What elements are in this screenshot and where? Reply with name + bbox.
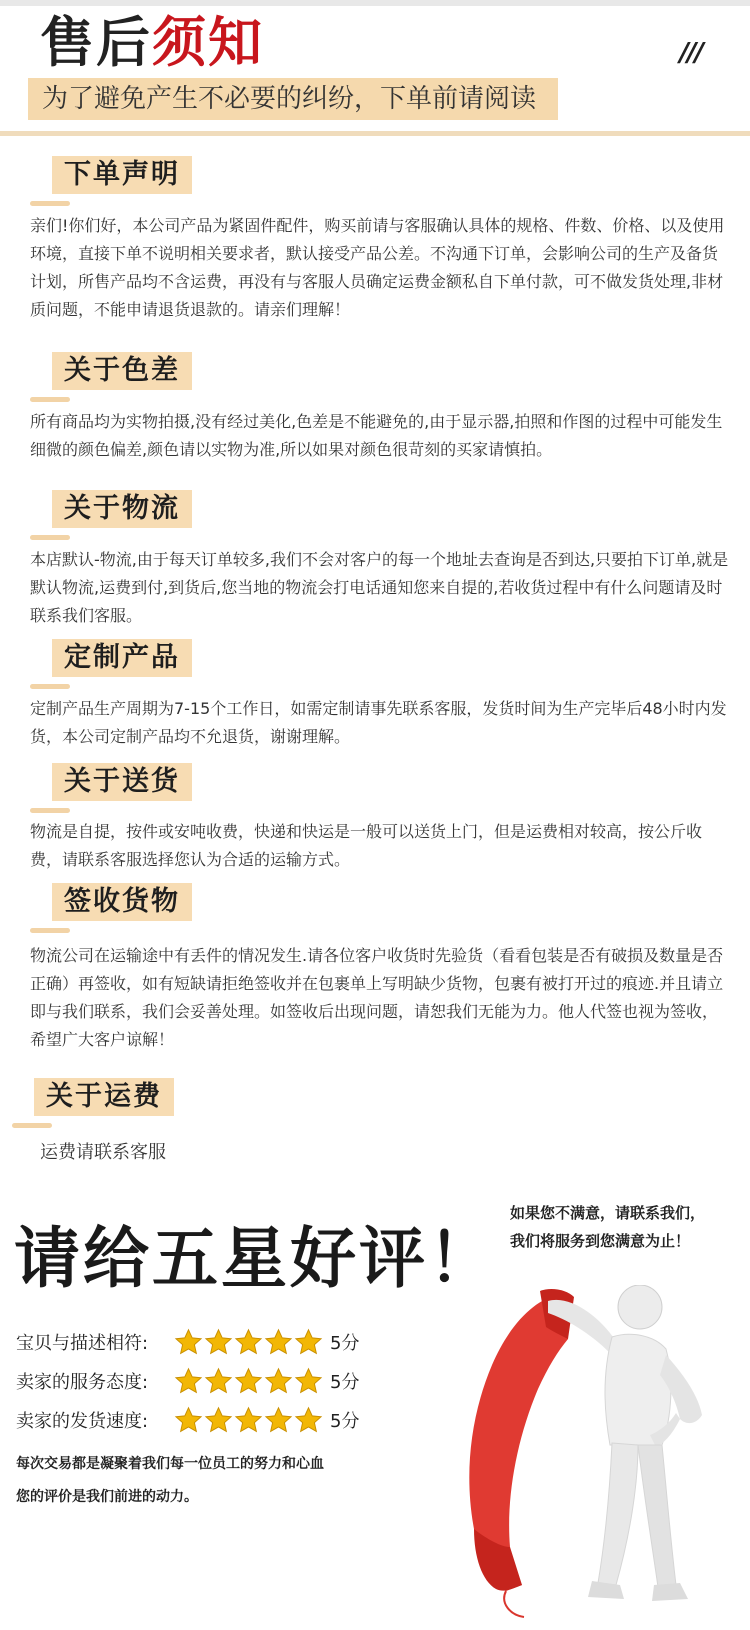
rating-row	[16, 1403, 359, 1437]
rating-label: 卖家的发货速度:	[16, 1411, 149, 1432]
section-title-logistics: 关于物流	[52, 490, 192, 528]
star-icon	[234, 1328, 263, 1357]
3d-figure-with-phone-icon	[440, 1285, 740, 1625]
section-title-receiving-goods: 签收货物	[52, 883, 192, 921]
rating-score: 5分	[330, 1411, 360, 1432]
rating-score: 5分	[330, 1333, 360, 1354]
footer-note-line2: 您的评价是我们前进的动力。	[16, 1489, 198, 1505]
slashes-decoration: ///	[679, 38, 702, 68]
star-group	[174, 1406, 324, 1435]
section-title-order-statement: 下单声明	[52, 156, 192, 194]
section-title-color-difference: 关于色差	[52, 352, 192, 390]
rating-row	[16, 1364, 359, 1398]
five-star-headline: 请给五星好评！	[14, 1219, 497, 1297]
star-icon	[204, 1367, 233, 1396]
top-strip	[0, 0, 750, 6]
header-divider	[0, 131, 750, 136]
cta-note-line1: 如果您不满意，请联系我们，	[510, 1204, 706, 1222]
rating-label: 宝贝与描述相符:	[16, 1333, 149, 1354]
star-icon	[264, 1328, 293, 1357]
star-icon	[234, 1406, 263, 1435]
star-icon	[204, 1406, 233, 1435]
page-title-black: 售后	[40, 11, 152, 74]
star-icon	[294, 1367, 323, 1396]
page-title-red: 须知	[152, 11, 264, 74]
star-icon	[174, 1328, 203, 1357]
star-icon	[234, 1367, 263, 1396]
star-icon	[174, 1406, 203, 1435]
rating-row	[16, 1325, 359, 1359]
footer-note-line1: 每次交易都是凝聚着我们每一位员工的努力和心血	[16, 1456, 324, 1472]
star-icon	[174, 1367, 203, 1396]
section-title-shipping-fee: 关于运费	[34, 1078, 174, 1116]
section-body-delivery: 物流是自提，按件或安吨收费，快递和快运是一般可以送货上门，但是运费相对较高，按公斤收费，请联系客服选择您认为合适的运输方式。	[30, 822, 703, 869]
star-group	[174, 1328, 324, 1357]
star-icon	[204, 1328, 233, 1357]
star-icon	[294, 1328, 323, 1357]
section-body-order-statement: 亲们!你们好，本公司产品为紧固件配件，购买前请与客服确认具体的规格、件数、价格、以及使用环境，直接下单不说明相关要求者，默认接受产品公差。不沟通下订单，会影响公司的生产及备货计划，所售产品均不含运费，再没有与客服人员确定运费金额私自下单付款，可不做发货处理,非材质问题，不能申请退货退款的。请亲们理解！	[30, 216, 725, 319]
star-icon	[294, 1406, 323, 1435]
star-group	[174, 1367, 324, 1396]
rating-label: 卖家的服务态度:	[16, 1372, 149, 1393]
subtitle-text: 为了避免产生不必要的纠纷，下单前请阅读	[42, 84, 537, 114]
rating-score: 5分	[330, 1372, 360, 1393]
section-title-custom-products: 定制产品	[52, 639, 192, 677]
star-icon	[264, 1406, 293, 1435]
section-body-receiving-goods: 物流公司在运输途中有丢件的情况发生.请各位客户收货时先验货（看看包装是否有破损及数量是否正确）再签收，如有短缺请拒绝签收并在包裹单上写明缺少货物，包裹有被打开过的痕迹.并且请立即与我们联系，我们会妥善处理。如签收后出现问题，请恕我们无能为力。他人代签也视为签收，希望广大客户谅解！	[30, 946, 724, 1049]
section-title-delivery: 关于送货	[52, 763, 192, 801]
section-body-custom-products: 定制产品生产周期为7-15个工作日，如需定制请事先联系客服，发货时间为生产完毕后48小时内发货，本公司定制产品均不允退货，谢谢理解。	[30, 699, 727, 746]
star-icon	[264, 1367, 293, 1396]
page-title	[40, 8, 264, 78]
section-body-shipping-fee: 运费请联系客服	[40, 1142, 166, 1163]
cta-note-line2: 我们将服务到您满意为止！	[510, 1232, 691, 1250]
section-body-color-difference: 所有商品均为实物拍摄,没有经过美化,色差是不能避免的,由于显示器,拍照和作图的过程中可能发生细微的颜色偏差,颜色请以实物为准,所以如果对颜色很苛刻的买家请慎拍。	[30, 412, 723, 459]
subtitle-banner	[28, 78, 558, 120]
section-body-logistics: 本店默认-物流,由于每天订单较多,我们不会对客户的每一个地址去查询是否到达,只要拍下订单,就是默认物流,运费到付,到货后,您当地的物流会打电话通知您来自提的,若收货过程中有什么问题请及时联系我们客服。	[30, 550, 729, 625]
